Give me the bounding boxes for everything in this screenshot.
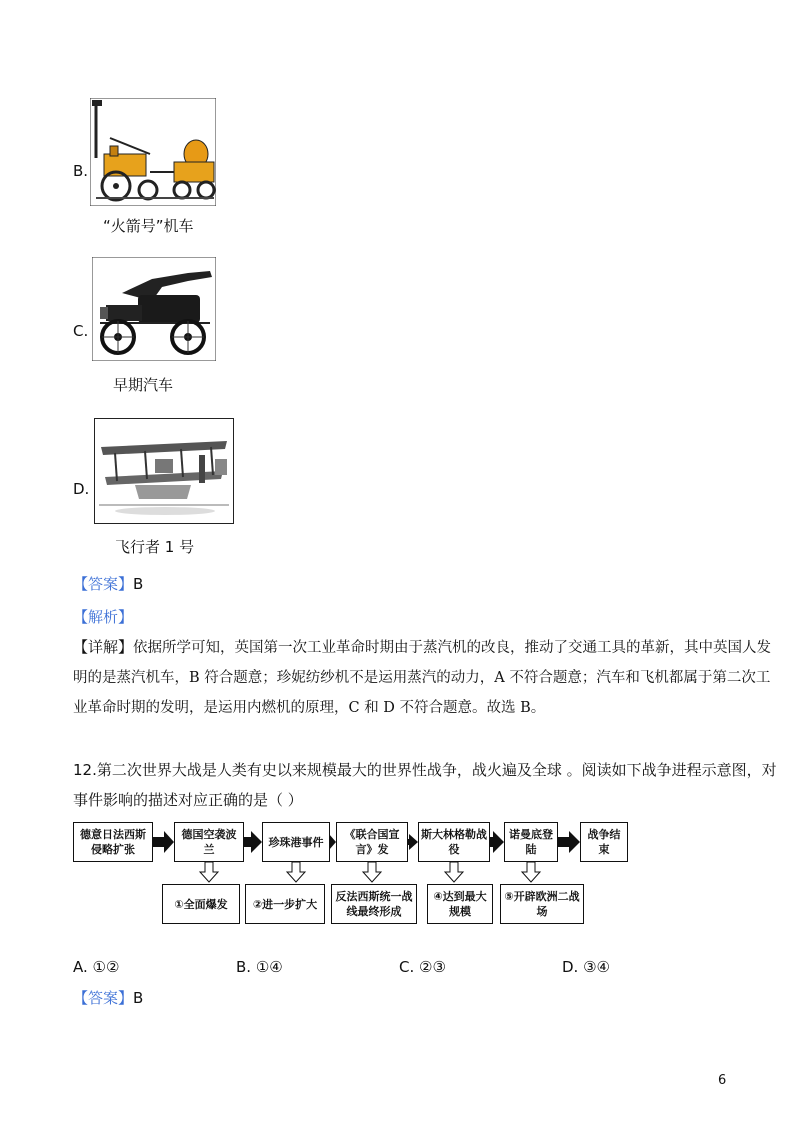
flow-box-poland: 德国空袭波兰 bbox=[174, 822, 244, 862]
rocket-locomotive-illustration bbox=[90, 98, 216, 206]
answer-option-c: C. ②③ bbox=[399, 958, 446, 976]
page-number: 6 bbox=[718, 1073, 727, 1088]
detail-line-2: 明的是蒸汽机车，B 符合题意；珍妮纺纱机不是运用蒸汽的动力，A 不符合题意；汽车和飞机都属于第二次工 bbox=[73, 670, 771, 686]
flow-box-aggression: 德意日法西斯侵略扩张 bbox=[73, 822, 153, 862]
detail-line-3: 业革命时期的发明，是运用内燃机的原理，C 和 D 不符合题意。故选 B。 bbox=[73, 700, 546, 716]
flow-box-second-front: ⑤开辟欧洲二战场 bbox=[500, 884, 584, 924]
question-12-line-2: 事件影响的描述对应正确的是（ ） bbox=[73, 791, 303, 809]
question-12 bbox=[73, 755, 783, 815]
flow-box-pearl-harbor: 珍珠港事件 bbox=[262, 822, 330, 862]
detail-line-1: 依据所学可知，英国第一次工业革命时期由于蒸汽机的改良，推动了交通工具的革新，其中英国人发 bbox=[133, 640, 772, 656]
answer-option-b: B. ①④ bbox=[236, 958, 283, 976]
analysis-tag: 【解析】 bbox=[73, 608, 134, 626]
flow-box-stalingrad: 斯大林格勒战役 bbox=[418, 822, 490, 862]
answer-line-2 bbox=[73, 987, 143, 1008]
answer-value: B bbox=[133, 575, 144, 593]
answer-2-tag: 【答案】 bbox=[73, 989, 134, 1007]
question-12-line-1: 12.第二次世界大战是人类有史以来规模最大的世界性战争，战火遍及全球 。阅读如下战争进程示意图，对 bbox=[73, 761, 777, 779]
flow-box-normandy: 诺曼底登陆 bbox=[504, 822, 558, 862]
answer-2-value: B bbox=[133, 989, 144, 1007]
flow-box-war-end: 战争结束 bbox=[580, 822, 628, 862]
early-automobile-illustration bbox=[92, 257, 216, 361]
detail-tag: 【详解】 bbox=[73, 638, 134, 656]
flyer-airplane-illustration bbox=[94, 418, 234, 524]
option-letter-c: C. bbox=[73, 322, 89, 340]
flow-box-expand: ②进一步扩大 bbox=[245, 884, 325, 924]
answer-option-a: A. ①② bbox=[73, 958, 120, 976]
detail-paragraph bbox=[73, 632, 773, 723]
flow-box-max-scale: ④达到最大规模 bbox=[427, 884, 493, 924]
answer-tag: 【答案】 bbox=[73, 575, 134, 593]
flow-box-united-front: 反法西斯统一战线最终形成 bbox=[331, 884, 417, 924]
option-letter-b: B. bbox=[73, 162, 89, 180]
caption-flyer: 飞行者 1 号 bbox=[115, 538, 195, 556]
caption-automobile: 早期汽车 bbox=[113, 376, 174, 394]
option-letter-d: D. bbox=[73, 480, 90, 498]
answer-option-d: D. ③④ bbox=[562, 958, 610, 976]
flow-box-un-declaration: 《联合国宣言》发 bbox=[336, 822, 408, 862]
answer-line-1 bbox=[73, 573, 143, 594]
caption-rocket: “火箭号”机车 bbox=[103, 217, 194, 235]
flow-box-outbreak: ①全面爆发 bbox=[162, 884, 240, 924]
